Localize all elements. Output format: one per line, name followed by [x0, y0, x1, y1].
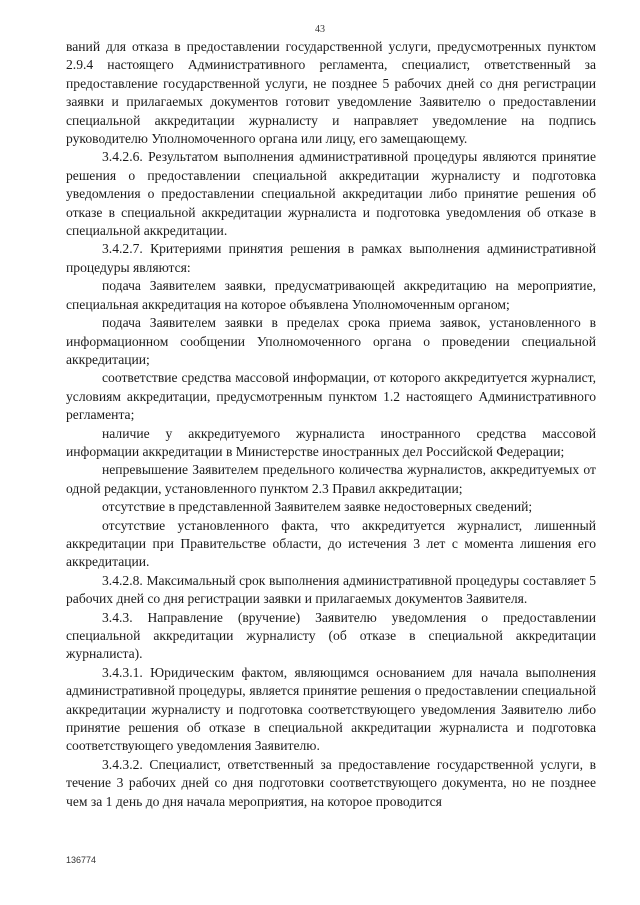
paragraph: подача Заявителем заявки в пределах срока приема заявок, установленного в информационном сообщении Уполномоченного органа о проведении специальной аккредитации;	[66, 315, 596, 367]
paragraph: 3.4.3.1. Юридическим фактом, являющимся основанием для начала выполнения административной процедуры, является принятие решения о предоставлении специальной аккредитации журналисту и подготовка соответствующего уведомления Заявителю либо принятие решения об отказе в специальной аккредитации журналиста и подготовка соответствующего уведомления Заявителю.	[66, 664, 596, 754]
paragraph: непревышение Заявителем предельного количества журналистов, аккредитуемых от одной редакции, установленного пунктом 2.3 Правил аккредитации;	[66, 462, 596, 496]
paragraph: 3.4.3.2. Специалист, ответственный за предоставление государственной услуги, в течение 3 рабочих дней со дня подготовки соответствующего документа, но не позднее чем за 1 день до дня начала мероприятия, на которое проводится	[66, 756, 596, 809]
paragraph: 3.4.2.7. Критериями принятия решения в рамках выполнения административной процедуры являются:	[66, 241, 596, 275]
paragraph: соответствие средства массовой информации, от которого аккредитуется журналист, условиям аккредитации, предусмотренным пунктом 1.2 настоящего Административного регламента;	[66, 370, 596, 423]
paragraph: наличие у аккредитуемого журналиста иностранного средства массовой информации аккредитации в Министерстве иностранных дел Российской Федерации;	[66, 425, 596, 459]
paragraph: отсутствие в представленной Заявителем заявке недостоверных сведений;	[102, 499, 533, 515]
page-number: 43	[315, 24, 325, 35]
paragraph: 3.4.3. Направление (вручение) Заявителю уведомления о предоставлении специальной аккредитации журналисту (об отказе в специальной аккредитации журналиста).	[66, 609, 596, 662]
paragraph: отсутствие установленного факта, что аккредитуется журналист, лишенный аккредитации при Правительстве области, до истечения 3 лет с момента лишения его аккредитации.	[66, 517, 596, 570]
paragraph: 3.4.2.8. Максимальный срок выполнения административной процедуры составляет 5 рабочих дней со дня регистрации заявки и прилагаемых документов Заявителя.	[66, 572, 596, 607]
document-body	[66, 38, 596, 811]
paragraph: ваний для отказа в предоставлении государственной услуги, предусмотренных пунктом 2.9.4 настоящего Административного регламента, специалист, ответственный за предоставление государственной услуги, не позднее 5 рабочих дней со дня регистрации заявки и прилагаемых документов готовит уведомление Заявителю о предоставлении специальной аккредитации журналисту и направляет уведомление на подпись руководителю Уполномоченного органа или лицу, его замещающему.	[66, 39, 596, 147]
document-code: 136774	[66, 855, 97, 865]
paragraph: 3.4.2.6. Результатом выполнения административной процедуры являются принятие решения о предоставлении специальной аккредитации журналисту и подготовка уведомления о предоставлении специальной аккредитации либо принятие решения об отказе в специальной аккредитации журналиста и подготовка уведомления об отказе в специальной аккредитации.	[66, 149, 596, 239]
paragraph: подача Заявителем заявки, предусматривающей аккредитацию на мероприятие, специальная аккредитация на которое объявлена Уполномоченным органом;	[66, 278, 596, 312]
